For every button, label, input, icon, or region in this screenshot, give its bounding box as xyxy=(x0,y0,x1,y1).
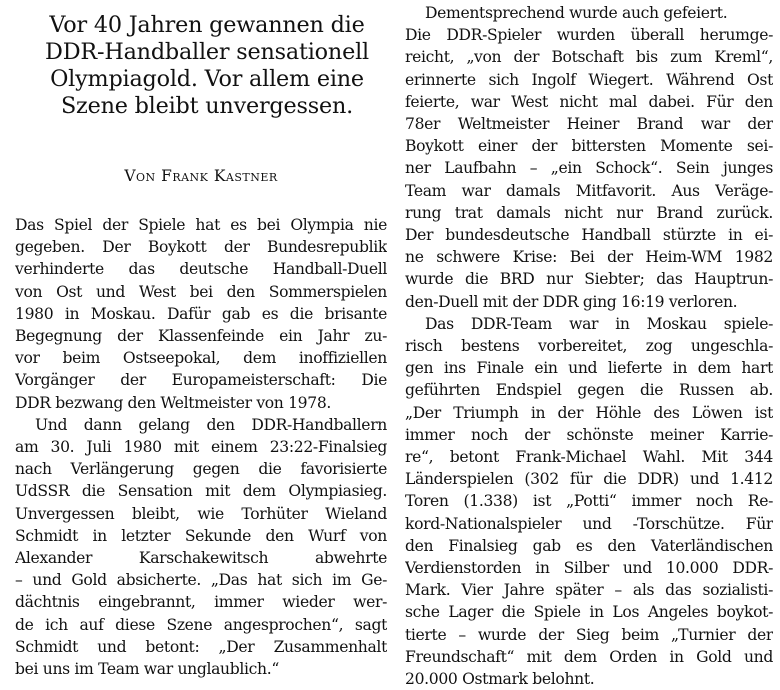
text-line: tierte – wurde der Sieg beim „Turnier der xyxy=(405,625,773,644)
text-line: Begegnung der Klassenfeinde ein Jahr zu- xyxy=(15,327,387,346)
text-line: – und Gold absicherte. „Das hat sich im Ge- xyxy=(15,571,387,590)
lede-line: Olympiagold. Vor allem eine xyxy=(50,66,364,92)
text-line: Der bundesdeutsche Handball stürzte in ei- xyxy=(405,226,773,245)
text-line: reicht, „von der Botschaft bis zum Kreml“, xyxy=(405,48,773,67)
text-line: verhinderte das deutsche Handball-Duell xyxy=(15,260,387,279)
text-line: von Ost und West bei den Sommerspielen xyxy=(15,282,387,301)
text-line: Freundschaft“ mit dem Orden in Gold und xyxy=(405,647,773,666)
text-line: Schmidt in letzter Sekunde den Wurf von xyxy=(15,526,387,545)
text-line: Dementsprechend wurde auch gefeiert. xyxy=(425,4,728,22)
text-line: vor beim Ostseepokal, dem inoffiziellen xyxy=(15,349,387,368)
text-line: „Der Triumph in der Höhle des Löwen ist xyxy=(405,403,773,422)
text-line: kord-Nationalspieler und -Torschütze. Für xyxy=(405,514,773,533)
text-line: UdSSR die Sensation mit dem Olympiasieg. xyxy=(15,482,387,501)
text-line: feierte, war West nicht mal dabei. Für den xyxy=(405,92,773,111)
text-line: Länderspielen (302 für die DDR) und 1.412 xyxy=(405,470,773,489)
text-line: gen ins Finale ein und lieferte in dem hart xyxy=(405,359,773,378)
text-line: Das DDR-Team war in Moskau spiele- xyxy=(425,314,773,333)
text-line: immer noch der schönste meiner Karrie- xyxy=(405,425,773,444)
lede-line: Szene bleibt unvergessen. xyxy=(60,93,354,119)
text-line: Und dann gelang den DDR-Handballern xyxy=(35,415,387,434)
text-line: gegeben. Der Boykott der Bundesrepublik xyxy=(15,238,387,257)
text-line: risch bestens vorbereitet, zog ungeschla- xyxy=(405,337,773,356)
text-line: 78er Weltmeister Heiner Brand war der xyxy=(405,115,773,134)
left-column-body xyxy=(15,214,387,680)
text-line: den Finalsieg gab es den Vaterländischen xyxy=(405,536,773,555)
text-line: 20.000 Ostmark belohnt. xyxy=(405,670,595,689)
text-line: ne schwere Krise: Bei der Heim-WM 1982 xyxy=(405,248,773,267)
text-line: Team war damals Mitfavorit. Aus Veräge- xyxy=(405,181,773,200)
author-byline: Von Frank Kastner xyxy=(124,167,278,185)
text-line: Verdienstorden in Silber und 10.000 DDR- xyxy=(405,559,773,578)
text-line: rung trat damals nicht nur Brand zurück. xyxy=(405,203,773,222)
text-line: bei uns im Team war unglaublich.“ xyxy=(15,660,279,679)
text-line: wurde die BRD nur Siebter; das Hauptrun- xyxy=(405,270,773,289)
text-line: 1980 in Moskau. Dafür gab es die brisante xyxy=(15,304,387,323)
text-line: Alexander Karschakewitsch abwehrte xyxy=(15,549,387,568)
text-line: am 30. Juli 1980 mit einem 23:22-Finalsieg xyxy=(15,438,387,457)
text-line: sche Lager die Spiele in Los Angeles boykot- xyxy=(405,603,773,622)
text-line: Das Spiel der Spiele hat es bei Olympia nie xyxy=(15,216,387,234)
right-column xyxy=(405,0,773,690)
text-line: Schmidt und betont: „Der Zusammenhalt xyxy=(15,637,387,656)
text-line: DDR bezwang den Weltmeister von 1978. xyxy=(15,393,332,412)
text-line: nach Verlängerung gegen die favorisierte xyxy=(15,460,387,479)
text-line: Boykott einer der bittersten Momente sei- xyxy=(405,137,773,156)
text-line: Vorgänger der Europameisterschaft: Die xyxy=(15,371,387,390)
text-line: erinnerte sich Ingolf Wiegert. Während Ost xyxy=(405,70,773,89)
right-column-body xyxy=(405,2,773,690)
text-line: re“, betont Frank-Michael Wahl. Mit 344 xyxy=(405,448,773,467)
text-line: dächtnis eingebrannt, immer wieder wer- xyxy=(15,593,387,612)
lede-line: Vor 40 Jahren gewannen die xyxy=(49,12,365,38)
text-line: Die DDR-Spieler wurden überall herumge- xyxy=(405,26,773,45)
text-line: de ich auf diese Szene angesprochen“, sagt xyxy=(15,615,387,634)
text-line: Mark. Vier Jahre später – als das sozialisti- xyxy=(405,581,773,600)
article-lede xyxy=(15,0,387,120)
text-line: den-Duell mit der DDR ging 16:19 verloren. xyxy=(405,292,738,311)
lede-line: DDR-Handballer sensationell xyxy=(45,39,369,65)
text-line: ner Laufbahn – „ein Schock“. Sein junges xyxy=(405,159,773,178)
text-line: Unvergessen bleibt, wie Torhüter Wieland xyxy=(15,504,387,523)
text-line: geführten Endspiel gegen die Russen ab. xyxy=(405,381,773,400)
left-column xyxy=(15,0,387,680)
text-line: Toren (1.338) ist „Potti“ immer noch Re- xyxy=(405,492,773,511)
